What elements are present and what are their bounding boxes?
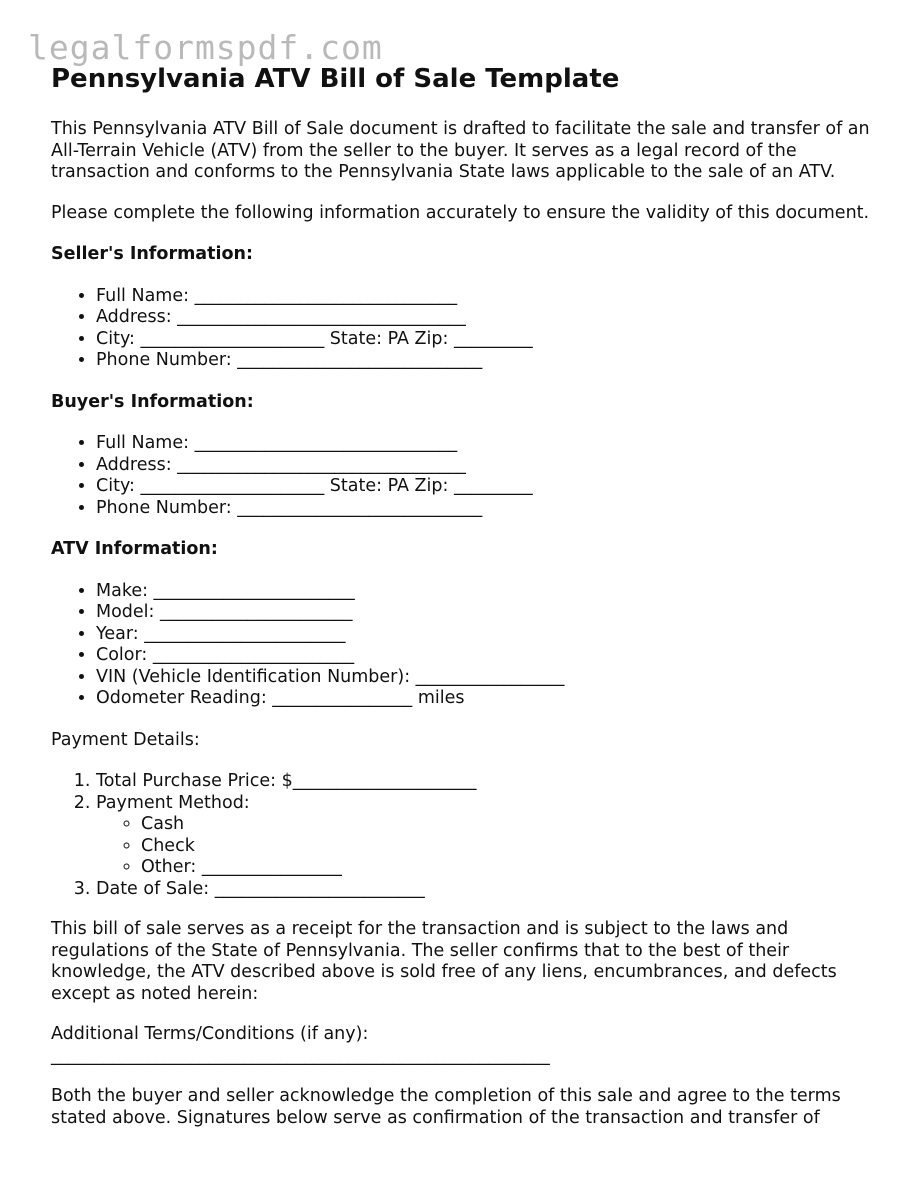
atv-info-list <box>51 581 881 710</box>
buyer-address-field[interactable]: • Address: _________________________________ <box>96 455 881 477</box>
atv-heading: ATV Information: <box>51 539 218 559</box>
receipt-paragraph: This bill of sale serves as a receipt for the transaction and is subject to the laws and regulations of the State of Pennsylvania. The seller confirms that to the best of their knowledge, the ATV described above is sold free of any liens, encumbrances, and defects except as noted herein: <box>51 919 837 1004</box>
payment-option-cash[interactable]: ◦ Cash <box>141 814 881 836</box>
atv-make-field[interactable]: • Make: _______________________ <box>96 581 881 603</box>
acknowledgement-paragraph: Both the buyer and seller acknowledge the completion of this sale and agree to the terms stated above. Signatures below serve as confirmation of the transaction and transfer of <box>51 1086 841 1128</box>
payment-method-item <box>96 793 881 879</box>
watermark-logo: legalformspdf.com <box>28 28 383 67</box>
page-title: Pennsylvania ATV Bill of Sale Template <box>51 64 620 94</box>
seller-heading: Seller's Information: <box>51 244 253 264</box>
intro-paragraph: This Pennsylvania ATV Bill of Sale document is drafted to facilitate the sale and transfer of an All-Terrain Vehicle (ATV) from the seller to the buyer. It serves as a legal record of the transaction and conforms to the Pennsylvania State laws applicable to the sale of an ATV. <box>51 119 870 182</box>
document-body <box>51 62 881 1129</box>
atv-color-field[interactable]: • Color: _______________________ <box>96 645 881 667</box>
payment-option-other[interactable]: ◦ Other: ________________ <box>141 857 881 879</box>
seller-phone-field[interactable]: • Phone Number: ____________________________ <box>96 350 881 372</box>
additional-terms-field[interactable]: _________________________________________________________ <box>51 1045 550 1066</box>
date-of-sale-field[interactable]: 3. Date of Sale: ________________________ <box>96 879 881 901</box>
additional-terms-label: Additional Terms/Conditions (if any): <box>51 1024 369 1044</box>
buyer-city-state-zip-field[interactable]: • City: _____________________ State: PA Zip: _________ <box>96 476 881 498</box>
atv-vin-field[interactable]: • VIN (Vehicle Identification Number): _________________ <box>96 667 881 689</box>
total-price-field[interactable]: 1. Total Purchase Price: $_____________________ <box>96 771 881 793</box>
atv-year-field[interactable]: • Year: _______________________ <box>96 624 881 646</box>
seller-address-field[interactable]: • Address: _________________________________ <box>96 307 881 329</box>
seller-info-list <box>51 286 881 372</box>
buyer-phone-field[interactable]: • Phone Number: ____________________________ <box>96 498 881 520</box>
buyer-info-list <box>51 433 881 519</box>
atv-odometer-field[interactable]: • Odometer Reading: ________________ miles <box>96 688 881 710</box>
payment-method-label: Payment Method: <box>96 792 250 813</box>
atv-model-field[interactable]: • Model: ______________________ <box>96 602 881 624</box>
instructions-paragraph: Please complete the following information accurately to ensure the validity of this document. <box>51 202 870 223</box>
payment-option-check[interactable]: ◦ Check <box>141 836 881 858</box>
seller-city-state-zip-field[interactable]: • City: _____________________ State: PA Zip: _________ <box>96 329 881 351</box>
buyer-heading: Buyer's Information: <box>51 391 254 412</box>
buyer-full-name-field[interactable]: • Full Name: ______________________________ <box>96 433 881 455</box>
payment-heading: Payment Details: <box>51 729 200 750</box>
payment-list <box>51 771 881 900</box>
seller-full-name-field[interactable]: • Full Name: ______________________________ <box>96 286 881 308</box>
payment-method-options <box>96 814 881 879</box>
